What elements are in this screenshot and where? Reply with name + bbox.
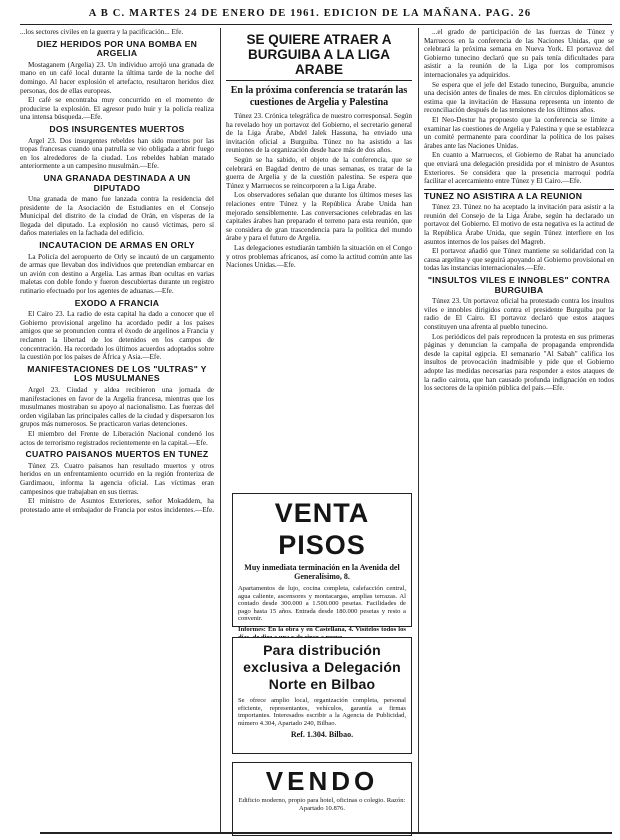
- article-text: Túnez 23. Túnez no ha aceptado la invitación para asistir a la reunión del Consejo de la Liga Árabe, según ha declarado un portavoz del Gobierno. El motivo de esta negativa es la actitud de la República Árabe Unida, que según Túnez interfiere en los asuntos internos de los países del Magreb.: [424, 203, 614, 246]
- headline: TUNEZ NO ASISTIRA A LA REUNION: [424, 189, 614, 202]
- headline: MANIFESTACIONES DE LOS "ULTRAS" Y LOS MUSULMANES: [27, 363, 207, 384]
- article-text: ...los sectores civiles en la guerra y la pacificación... Efe.: [20, 28, 184, 36]
- article-text: Se espera que el jefe del Estado tunecino, Burguiba, anuncie una decisión antes de finales de mes. En círculos diplomáticos se estima que la invitación de Hassuna representa un intento de reconciliación después de las tensiones de los últimos años.: [424, 80, 614, 115]
- page-bottom-rule: [40, 832, 612, 834]
- article-text: Mostaganem (Argelia) 23. Un individuo arrojó una granada de mano en un café local durante la última tarde de la noche del domingo. Al hacer explosión el artefacto, resultaron heridos diez personas, dos de ellas europeas.: [20, 60, 214, 95]
- ad-subtitle: Muy inmediata terminación en la Avenida del Generalísimo, 8.: [244, 563, 400, 581]
- advertisement-distribucion: [232, 637, 412, 754]
- advertisement-vendo: [232, 762, 412, 836]
- article-text: La Policía del aeropuerto de Orly se incautó de un cargamento de armas que llevaban dos individuos que pretendían embarcar en un avión con destino a Argelia. Las armas iban ocultas en varias maletas con doble fondo y fueron descubiertas durante un registro rutinario efectuado por los agentes de aduanas.—Efe.: [20, 252, 214, 296]
- article-text: Argel 23. Ciudad y aldea recibieron una jornada de manifestaciones en favor de la Argelia francesa, mientras que los musulmanes mostraban su apoyo al nacionalismo. Las fuerzas del orden vigilaban las principales calles de la ciudad y dispersaron los grupos más numerosos. Se practicaron varias detenciones.: [20, 385, 214, 429]
- column-divider: [220, 28, 221, 832]
- headline: DOS INSURGENTES MUERTOS: [49, 123, 185, 134]
- article-text: Los observadores señalan que durante los últimos meses las relaciones entre Túnez y la República Árabe Unida han mejorado sensiblemente. Las conversaciones celebradas en las capitales árabes han preparado el terreno para esta reunión, que se considera de gran trascendencia para la política del mundo árabe y para el futuro de Argelia.: [226, 191, 412, 243]
- article-text: ...el grado de participación de las fuerzas de Túnez y Marruecos en la conferencia de las Naciones Unidas, que se celebrará la próxima semana en Nueva York. El portavoz del Gobierno tunecino declaró que su país tenía dificultades para asistir a la reunión de la Liga por los compromisos internacionales ya adquiridos.: [424, 28, 614, 79]
- headline: UNA GRANADA DESTINADA A UN DIPUTADO: [43, 172, 191, 193]
- article-text: El portavoz añadió que Túnez mantiene su solidaridad con la causa argelina y que seguirá apoyando al Gobierno provisional en todas las instancias internacionales.—Efe.: [424, 247, 614, 273]
- column-right: [424, 28, 614, 832]
- masthead: A B C. MARTES 24 DE ENERO DE 1961. EDICION DE LA MAÑANA. PAG. 26: [88, 8, 532, 19]
- article-text: Las delegaciones estudiarán también la situación en el Congo y otros problemas africanos, así como la actitud común ante las Naciones Unidas.—Efe.: [226, 243, 412, 270]
- ad-title: Para distribución exclusiva a Delegación Norte en Bilbao: [243, 642, 401, 692]
- column-divider: [418, 28, 419, 832]
- article-text: El Cairo 23. La radio de esta capital ha dado a conocer que el Gobierno provisional argelino ha acordado pedir a los países amigos que se pronuncien contra el éxodo de argelinos a Francia y reclamen la libertad de los detenidos en los campos de concentración. Ha recordado los últimos acuerdos adoptados sobre la cuestión por los países de África y Asia.—Efe.: [20, 310, 214, 362]
- article-text: Túnez 23. Un portavoz oficial ha protestado contra los insultos viles e innobles dirigidos contra el presidente Burguiba por la radio de El Cairo. El portavoz declaró que estos ataques constituyen una afrenta al pueblo tunecino.: [424, 297, 614, 331]
- ad-title: VENDO: [265, 766, 379, 796]
- headline-deck: En la próxima conferencia se tratarán las cuestiones de Argelia y Palestina: [230, 85, 408, 108]
- article-text: Túnez 23. Crónica telegráfica de nuestro corresponsal. Según ha revelado hoy un portavoz del Gobierno, el secretario general de la Liga Árabe, Abdel Jalek Hassuna, ha enviado una invitación oficial a Burguiba. Túnez no ha asistido a las reuniones de la organización desde hace más de dos años.: [226, 112, 412, 155]
- ad-contact: Informes: En la obra y en Castellana, 4. Visítelos todos los: [238, 625, 406, 633]
- article-text: Según se ha sabido, el objeto de la conferencia, que se celebrará en Bagdad dentro de unas semanas, es tratar de la guerra de Argelia y de la cuestión palestina. Se espera que Túnez y Marruecos se reincorporen a la Liga Árabe.: [226, 155, 412, 190]
- headline: "INSULTOS VILES E INNOBLES" CONTRA BURGUIBA: [427, 275, 611, 295]
- ad-title: VENTA PISOS: [274, 498, 370, 560]
- headline: EXODO A FRANCIA: [74, 297, 160, 308]
- article-text: Los periódicos del país reproducen la protesta en sus primeras páginas y denuncian la campaña de propaganda emprendida desde la capital egipcia. El semanario "Al Sabah" califica los insultos de provocación inadmisible y pide que el Gobierno adopte las medidas necesarias para responder a estos ataques de la radio cairota, que han causado profunda indignación en todos los sectores de la opinión pública del país.—Efe.: [424, 332, 614, 393]
- ad-body: Apartamentos de lujo, cocina completa, calefacción central, agua caliente, ascensores y montacargas, amplias terrazas. Al contado desde 300.000 a 1.500.000 pesetas. Facilidades de pago hasta 15 años. Entrada desde 180.000 pesetas y resto a convenir.: [238, 585, 406, 623]
- article-text: Túnez 23. Cuatro paisanos han resultado muertos y otros heridos en un enfrentamiento ocurrido en la región fronteriza de Gardimaou, informa la agencia oficial. Las víctimas eran campesinos que trabajaban en sus tierras.: [20, 461, 214, 496]
- headline: CUATRO PAISANOS MUERTOS EN TUNEZ: [25, 449, 209, 460]
- article-text: Una granada de mano fue lanzada contra la residencia del presidente de la Asociación de Estudiantes en el Consejo Municipal del distrito de la ciudad de Orán, en vísperas de la llegada del diputado. La explosión no causó víctimas, pero sí daños materiales en la fachada del edificio.: [20, 195, 214, 238]
- article-text: El ministro de Asuntos Exteriores, señor Mokaddem, ha protestado ante el embajador de Francia por estos incidentes.—Efe.: [20, 497, 214, 514]
- article-text: Argel 23. Dos insurgentes rebeldes han sido muertos por las tropas francesas cuando una patrulla se vio obligada a abrir fuego en los alrededores de la ciudad. Los rebeldes habían matado anteriormente a un campesino musulmán.—Efe.: [20, 136, 214, 171]
- ad-body: Se ofrece amplio local, organización completa, personal eficiente, representantes, vehículos, garantía a firmas importantes. Interesados escribir a la Agencia de Publicidad, número 4.304, Apartado 240, Bilbao.: [238, 697, 406, 727]
- article-text: El miembro del Frente de Liberación Nacional condenó los actos de terrorismo registrados recientemente en la capital.—Efe.: [20, 429, 214, 447]
- ad-reference: Ref. 1.304. Bilbao.: [290, 730, 354, 740]
- headline: INCAUTACION DE ARMAS EN ORLY: [39, 240, 195, 251]
- ad-body: Edificio moderno, propio para hotel, oficinas o colegio. Razón: Apartado 10.876.: [238, 797, 406, 812]
- main-headline: SE QUIERE ATRAER A BURGUIBA A LA LIGA ARABE: [226, 32, 412, 81]
- headline: DIEZ HERIDOS POR UNA BOMBA EN ARGELIA: [36, 38, 198, 59]
- masthead-rule: [20, 24, 612, 25]
- column-left: [20, 28, 214, 832]
- article-text: El café se encontraba muy concurrido en el momento de producirse la explosión. El agresor pudo huir y la policía realiza una intensa búsqueda.—Efe.: [20, 96, 214, 122]
- advertisement-venta-pisos: [232, 493, 412, 633]
- article-text: En cuanto a Marruecos, el Gobierno de Rabat ha anunciado que enviará una delegación presidida por el ministro de Asuntos Exteriores. Se considera que la presencia marroquí podría facilitar el acercamiento entre Túnez y El Cairo.—Efe.: [424, 151, 614, 186]
- article-text: El Neo-Destur ha propuesto que la conferencia se limite a examinar las cuestiones de Argelia y Palestina y que se establezca un comité permanente para coordinar la política de los países árabes ante las Naciones Unidas.: [424, 115, 614, 150]
